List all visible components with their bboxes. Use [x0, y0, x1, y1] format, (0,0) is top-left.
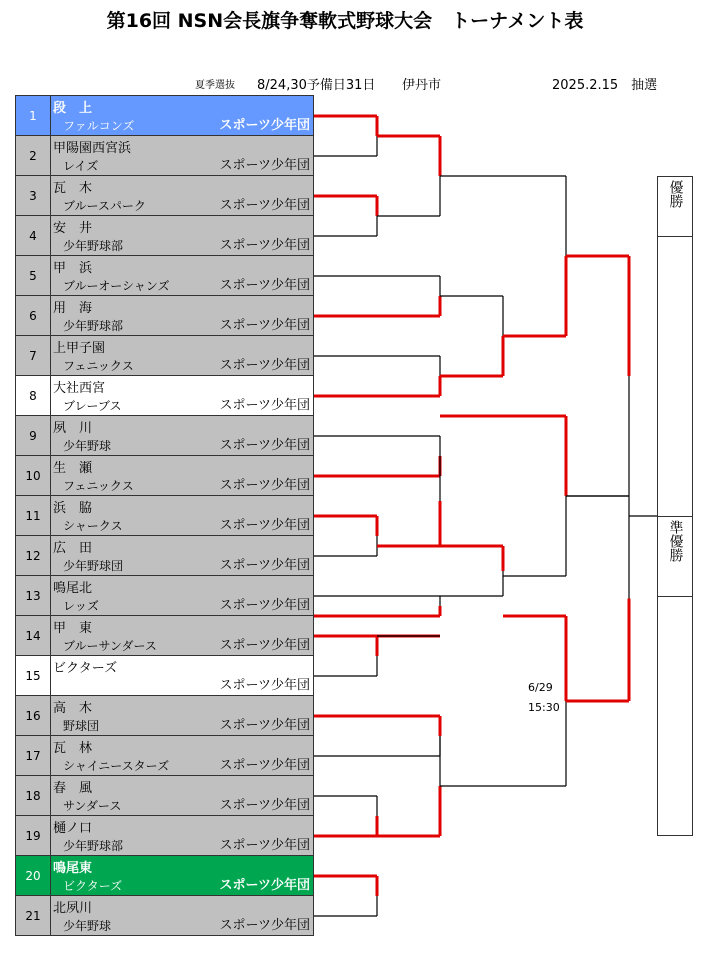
team-name: 高 木 [53, 701, 93, 716]
team-name: 北夙川 [53, 901, 93, 916]
team-name: 春 風 [53, 781, 93, 796]
champion-box [657, 236, 693, 517]
team-name: 瓦 林 [53, 741, 93, 756]
qualifier-label: 夏季選抜 [195, 80, 235, 91]
team-name: 大社西宮 [53, 381, 106, 396]
team-number: 14 [16, 616, 51, 655]
team-subname: フェニックス [63, 479, 134, 493]
team-subname: レッズ [63, 599, 99, 613]
team-suffix: スポーツ少年団 [219, 558, 310, 573]
team-name: 瓦 木 [53, 181, 93, 196]
team-number: 18 [16, 776, 51, 815]
team-number: 13 [16, 576, 51, 615]
team-subname: 少年野球 [63, 439, 112, 453]
team-suffix: スポーツ少年団 [219, 198, 310, 213]
team-subname: 少年野球部 [63, 239, 124, 253]
team-name: 生 瀬 [53, 461, 93, 476]
team-subname: 少年野球部 [63, 839, 124, 853]
team-subname: ブルースパーク [63, 199, 146, 213]
team-subname: 少年野球部 [63, 319, 124, 333]
team-number: 1 [16, 96, 51, 135]
team-number: 11 [16, 496, 51, 535]
runner-up-box [657, 596, 693, 836]
team-number: 5 [16, 256, 51, 295]
team-name: ビクターズ [53, 661, 118, 676]
team-name: 鳴尾北 [53, 581, 93, 596]
team-suffix: スポーツ少年団 [219, 638, 310, 653]
team-name: 安 井 [53, 221, 93, 236]
team-number: 9 [16, 416, 51, 455]
team-subname: ファルコンズ [63, 119, 135, 133]
runner-up-label [657, 516, 693, 597]
champion-text: 優勝 [667, 180, 684, 208]
team-suffix: スポーツ少年団 [219, 878, 310, 893]
team-number: 3 [16, 176, 51, 215]
team-name: 夙 川 [53, 421, 93, 436]
team-subname: ビクターズ [63, 879, 123, 893]
team-suffix: スポーツ少年団 [219, 438, 310, 453]
team-name: 樋ノ口 [53, 821, 93, 836]
team-number: 6 [16, 296, 51, 335]
team-name: 用 海 [53, 301, 93, 316]
team-subname: フェニックス [63, 359, 134, 373]
team-suffix: スポーツ少年団 [219, 798, 310, 813]
team-number: 12 [16, 536, 51, 575]
venue: 伊丹市 [402, 78, 442, 93]
team-suffix: スポーツ少年団 [219, 478, 310, 493]
team-subname: ブレーブス [63, 399, 122, 413]
team-number: 10 [16, 456, 51, 495]
team-name: 上甲子園 [53, 341, 106, 356]
team-suffix: スポーツ少年団 [219, 718, 310, 733]
team-suffix: スポーツ少年団 [219, 318, 310, 333]
team-suffix: スポーツ少年団 [219, 278, 310, 293]
team-number: 19 [16, 816, 51, 855]
team-name: 鳴尾東 [53, 861, 93, 876]
team-subname: 野球団 [63, 719, 100, 733]
team-name: 甲 東 [53, 621, 93, 636]
team-subname: サンダース [63, 799, 122, 813]
team-subname: 少年野球団 [63, 559, 124, 573]
team-suffix: スポーツ少年団 [219, 158, 310, 173]
team-suffix: スポーツ少年団 [219, 918, 310, 933]
final-time: 15:30 [528, 701, 560, 714]
team-number: 21 [16, 896, 51, 935]
team-subname: ブルーオーシャンズ [63, 279, 170, 293]
team-number: 8 [16, 376, 51, 415]
champion-label [657, 176, 693, 237]
team-name: 甲 浜 [53, 261, 93, 276]
team-suffix: スポーツ少年団 [219, 238, 310, 253]
team-suffix: スポーツ少年団 [219, 678, 310, 693]
team-name: 段 上 [53, 101, 93, 116]
team-subname: ブルーサンダース [63, 639, 157, 653]
team-subname: レイズ [63, 159, 99, 173]
team-name: 甲陽園西宮浜 [53, 141, 132, 156]
team-number: 17 [16, 736, 51, 775]
team-number: 20 [16, 856, 51, 895]
team-suffix: スポーツ少年団 [219, 598, 310, 613]
team-number: 4 [16, 216, 51, 255]
team-name: 浜 脇 [53, 501, 93, 516]
team-subname: 少年野球 [63, 919, 112, 933]
team-subname: シャイニースターズ [63, 759, 170, 773]
team-number: 16 [16, 696, 51, 735]
team-suffix: スポーツ少年団 [219, 758, 310, 773]
team-suffix: スポーツ少年団 [219, 518, 310, 533]
final-date: 6/29 [528, 681, 553, 694]
team-name: 広 田 [53, 541, 93, 556]
team-number: 2 [16, 136, 51, 175]
draw-date: 2025.2.15 抽選 [552, 78, 658, 93]
event-dates: 8/24,30予備日31日 [257, 78, 376, 93]
team-number: 7 [16, 336, 51, 375]
team-suffix: スポーツ少年団 [219, 838, 310, 853]
team-subname: シャークス [63, 519, 123, 533]
tournament-title: 第16回 NSN会長旗争奪軟式野球大会 トーナメント表 [106, 10, 584, 32]
team-suffix: スポーツ少年団 [219, 358, 310, 373]
team-suffix: スポーツ少年団 [219, 118, 310, 133]
runner-up-text: 準優勝 [667, 520, 684, 562]
team-suffix: スポーツ少年団 [219, 398, 310, 413]
team-number: 15 [16, 656, 51, 695]
